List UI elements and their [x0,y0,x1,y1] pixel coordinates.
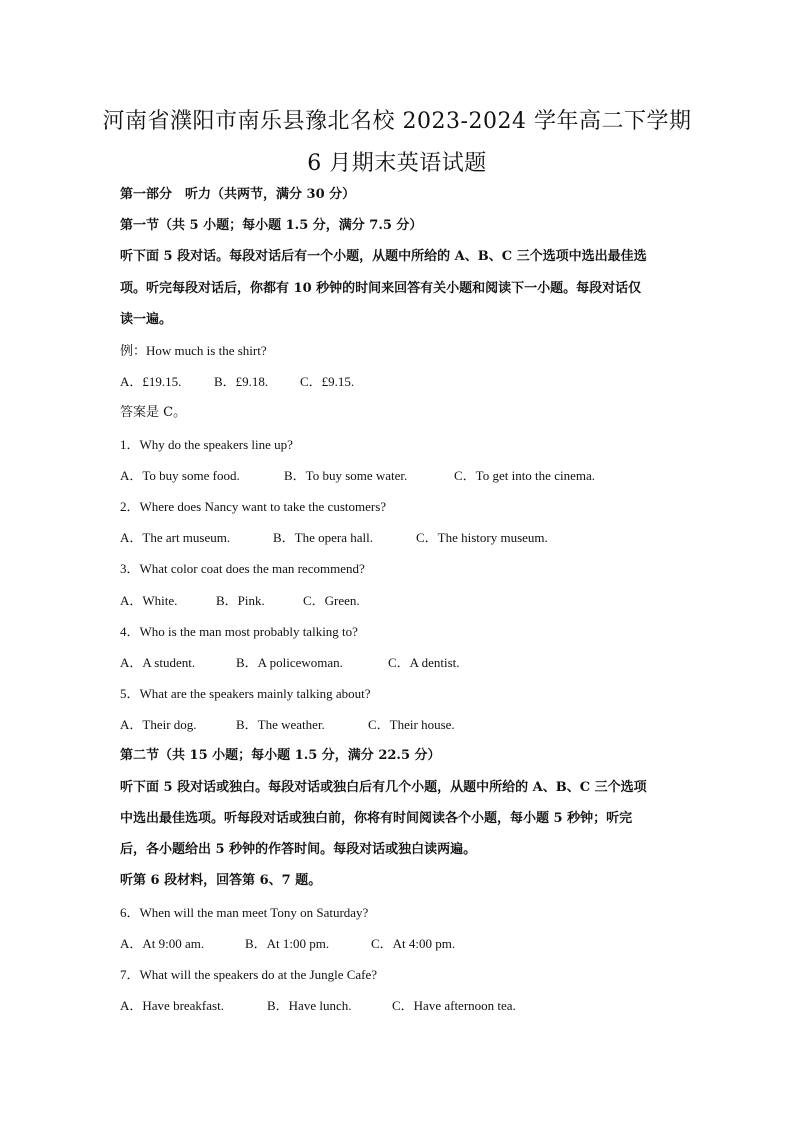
example-option: A．£19.15. [120,374,182,389]
section1-instruction-line: 听下面 5 段对话。每段对话后有一个小题，从题中所给的 A、B、C 三个选项中选出最佳选 [120,249,647,264]
example-question: 例：How much is the shirt? [120,343,267,358]
option-a: A．The art museum. [120,530,231,545]
option-b: B．At 1:00 pm. [245,936,330,951]
option-b: B．A policewoman. [236,655,343,670]
section2-instruction-line: 后，各小题给出 5 秒钟的作答时间。每段对话或独白读两遍。 [120,842,477,857]
option-a: A．To buy some food. [120,468,240,483]
question-options [120,654,460,672]
option-a: A．White. [120,593,178,608]
option-a: A．Their dog. [120,717,197,732]
example-option: B．£9.18. [214,374,269,389]
option-b: B．To buy some water. [284,468,408,483]
section2-instruction-line: 听下面 5 段对话或独白。每段对话或独白后有几个小题，从题中所给的 A、B、C 三个选项 [120,780,647,795]
question-options [120,467,595,485]
section1-instruction-line: 读一遍。 [120,312,173,327]
option-c: C．Green. [303,593,360,608]
section2-instruction-line: 中选出最佳选项。听每段对话或独白前，你将有时间阅读各个小题，每小题 5 秒钟；听完 [120,811,633,826]
material-heading: 听第 6 段材料，回答第 6、7 题。 [120,873,322,888]
option-c: C．The history museum. [416,530,548,545]
option-a: A．A student. [120,655,196,670]
option-c: C．At 4:00 pm. [371,936,456,951]
question-options [120,935,455,953]
option-c: C．A dentist. [388,655,460,670]
question-text: 5．What are the speakers mainly talking about? [120,686,371,701]
question-text: 1．Why do the speakers line up? [120,437,293,452]
part1-heading: 第一部分 听力（共两节，满分 30 分） [120,187,356,202]
option-c: C．Their house. [368,717,455,732]
option-c: C．Have afternoon tea. [392,998,516,1013]
question-options [120,716,455,734]
section1-instruction-line: 项。听完每段对话后，你都有 10 秒钟的时间来回答有关小题和阅读下一小题。每段对话仅 [120,281,642,296]
exam-title-line2: 6 月期末英语试题 [307,151,487,176]
question-options [120,529,548,547]
option-b: B．Have lunch. [267,998,352,1013]
question-text: 4．Who is the man most probably talking to? [120,624,358,639]
exam-title-line1: 河南省濮阳市南乐县豫北名校 2023-2024 学年高二下学期 [102,109,692,134]
example-option: C．£9.15. [300,374,355,389]
example-answer: 答案是 C。 [120,405,187,420]
option-b: B．The opera hall. [273,530,373,545]
example-options [120,373,354,391]
question-text: 6．When will the man meet Tony on Saturday? [120,905,369,920]
option-a: A．Have breakfast. [120,998,224,1013]
option-b: B．The weather. [236,717,325,732]
question-text: 7．What will the speakers do at the Jungle Cafe? [120,967,378,982]
option-c: C．To get into the cinema. [454,468,595,483]
question-text: 2．Where does Nancy want to take the customers? [120,499,387,514]
section2-heading: 第二节（共 15 小题；每小题 1.5 分，满分 22.5 分） [120,748,441,763]
option-a: A．At 9:00 am. [120,936,205,951]
section1-heading: 第一节（共 5 小题；每小题 1.5 分，满分 7.5 分） [120,218,423,233]
question-options [120,592,360,610]
option-b: B．Pink. [216,593,265,608]
question-text: 3．What color coat does the man recommend? [120,561,365,576]
question-options [120,997,516,1015]
